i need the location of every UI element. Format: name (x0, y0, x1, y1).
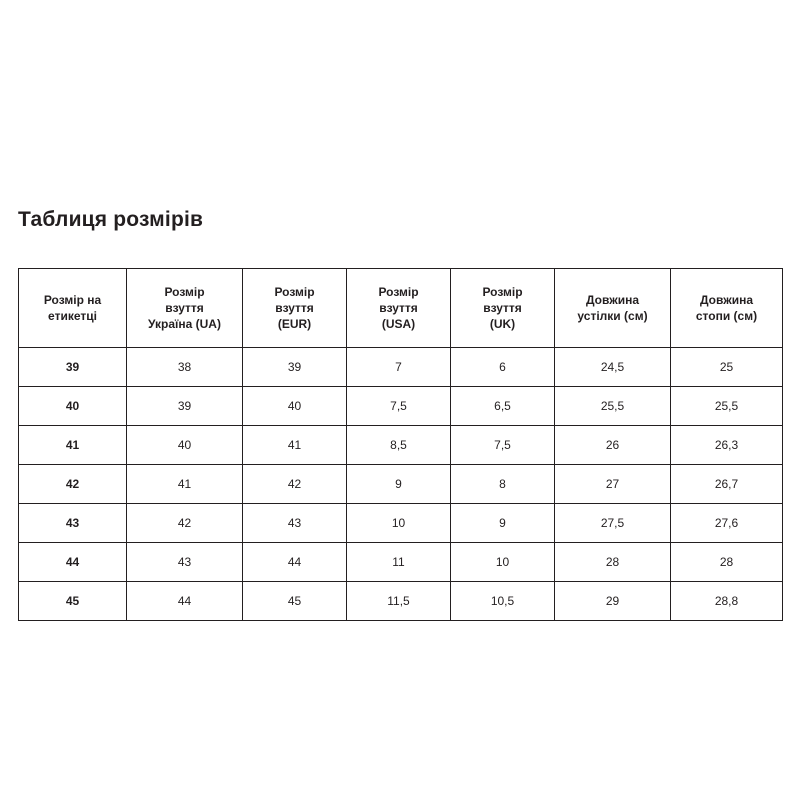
cell-foot-length: 27,6 (671, 504, 783, 543)
cell-foot-length: 28 (671, 543, 783, 582)
header-line: Довжина (699, 292, 754, 307)
cell-foot-length: 28,8 (671, 582, 783, 621)
header-line: (EUR) (277, 317, 312, 332)
cell-eur-size: 43 (243, 504, 347, 543)
cell-foot-length: 25 (671, 348, 783, 387)
cell-uk-size: 6 (451, 348, 555, 387)
table-header-row (19, 269, 783, 348)
cell-insole-length: 25,5 (555, 387, 671, 426)
cell-ua-size: 38 (127, 348, 243, 387)
table-row (19, 465, 783, 504)
cell-eur-size: 44 (243, 543, 347, 582)
header-line: взуття (275, 300, 314, 315)
cell-foot-length: 26,7 (671, 465, 783, 504)
cell-label-size: 44 (19, 543, 127, 582)
header-line: Розмір (482, 284, 523, 299)
size-table (18, 268, 783, 621)
header-line: Довжина (585, 292, 640, 307)
column-header-eur-size (243, 269, 347, 348)
cell-uk-size: 8 (451, 465, 555, 504)
cell-uk-size: 7,5 (451, 426, 555, 465)
cell-label-size: 43 (19, 504, 127, 543)
header-line: устілки (см) (577, 309, 648, 323)
table-body (19, 348, 783, 621)
page-title: Таблиця розмірів (18, 208, 204, 231)
cell-usa-size: 7 (347, 348, 451, 387)
header-line: (USA) (381, 317, 416, 332)
cell-insole-length: 27 (555, 465, 671, 504)
header-line: Розмір (164, 284, 205, 299)
table-row (19, 582, 783, 621)
cell-ua-size: 39 (127, 387, 243, 426)
header-line: взуття (379, 300, 418, 315)
cell-uk-size: 6,5 (451, 387, 555, 426)
cell-eur-size: 41 (243, 426, 347, 465)
column-header-foot-length (671, 269, 783, 348)
cell-ua-size: 43 (127, 543, 243, 582)
cell-eur-size: 45 (243, 582, 347, 621)
header-line: (UK) (489, 317, 516, 332)
size-table-container (18, 268, 782, 621)
column-header-uk-size (451, 269, 555, 348)
header-line: взуття (483, 300, 522, 315)
cell-uk-size: 10 (451, 543, 555, 582)
cell-foot-length: 25,5 (671, 387, 783, 426)
cell-eur-size: 39 (243, 348, 347, 387)
header-line: Розмір (274, 284, 315, 299)
cell-insole-length: 26 (555, 426, 671, 465)
column-header-label-size (19, 269, 127, 348)
cell-insole-length: 28 (555, 543, 671, 582)
cell-usa-size: 11 (347, 543, 451, 582)
cell-label-size: 41 (19, 426, 127, 465)
table-row (19, 348, 783, 387)
cell-foot-length: 26,3 (671, 426, 783, 465)
table-row (19, 426, 783, 465)
cell-label-size: 39 (19, 348, 127, 387)
cell-ua-size: 40 (127, 426, 243, 465)
cell-ua-size: 44 (127, 582, 243, 621)
header-line: Розмір на (43, 292, 102, 307)
cell-insole-length: 24,5 (555, 348, 671, 387)
column-header-ua-size (127, 269, 243, 348)
table-row (19, 543, 783, 582)
cell-usa-size: 7,5 (347, 387, 451, 426)
cell-insole-length: 27,5 (555, 504, 671, 543)
column-header-usa-size (347, 269, 451, 348)
table-header (19, 269, 783, 348)
cell-insole-length: 29 (555, 582, 671, 621)
cell-usa-size: 11,5 (347, 582, 451, 621)
cell-ua-size: 42 (127, 504, 243, 543)
header-line: етикетці (48, 309, 97, 323)
cell-ua-size: 41 (127, 465, 243, 504)
cell-label-size: 42 (19, 465, 127, 504)
table-row (19, 387, 783, 426)
header-line: взуття (165, 300, 204, 315)
cell-label-size: 40 (19, 387, 127, 426)
cell-label-size: 45 (19, 582, 127, 621)
cell-uk-size: 9 (451, 504, 555, 543)
cell-eur-size: 40 (243, 387, 347, 426)
cell-uk-size: 10,5 (451, 582, 555, 621)
cell-usa-size: 10 (347, 504, 451, 543)
cell-usa-size: 8,5 (347, 426, 451, 465)
table-row (19, 504, 783, 543)
cell-eur-size: 42 (243, 465, 347, 504)
header-line: стопи (см) (695, 309, 758, 323)
column-header-insole-length (555, 269, 671, 348)
cell-usa-size: 9 (347, 465, 451, 504)
header-line: Україна (UA) (148, 317, 221, 332)
header-line: Розмір (378, 284, 419, 299)
